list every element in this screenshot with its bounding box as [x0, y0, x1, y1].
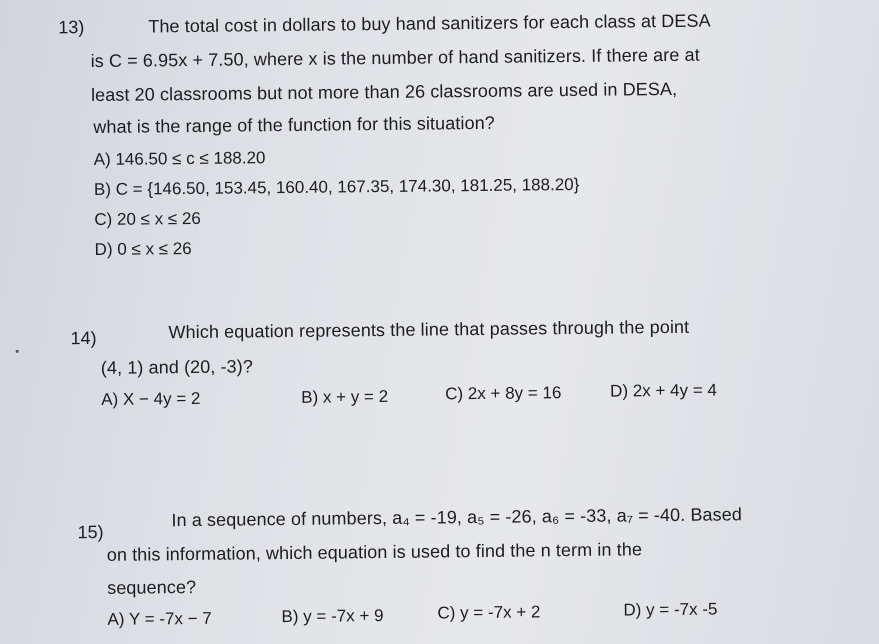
answer-option-b: B) x + y = 2 [301, 386, 389, 407]
answer-option-b: B) C = {146.50, 153.45, 160.40, 167.35, 174.30, 181.25, 188.20} [93, 174, 580, 200]
question-text-line: sequence? [107, 576, 197, 598]
question-text-line: least 20 classrooms but not more than 26 classrooms are used in DESA, [90, 78, 678, 106]
question-text-line: what is the range of the function for this situation? [93, 112, 495, 138]
question-text-line: is C = 6.95x + 7.50, where x is the number of hand sanitizers. If there are at [90, 44, 700, 72]
answer-option-b: B) y = -7x + 9 [281, 606, 384, 627]
paper-speck [16, 350, 19, 353]
question-text-line: In a sequence of numbers, a₄ = -19, a₅ = -26, a₆ = -33, a₇ = -40. Based [171, 504, 743, 531]
question-text-line: Which equation represents the line that passes through the point [168, 316, 690, 343]
answer-option-d: D) 2x + 4y = 4 [610, 380, 718, 401]
question-text-line: The total cost in dollars to buy hand sanitizers for each class at DESA [148, 10, 711, 37]
answer-option-a: A) 146.50 ≤ c ≤ 188.20 [93, 148, 266, 170]
question-number: 15) [77, 521, 104, 543]
answer-option-a: A) X − 4y = 2 [101, 388, 201, 409]
answer-option-d: D) y = -7x -5 [623, 599, 718, 620]
question-text-line: on this information, which equation is used to find the n term in the [106, 539, 643, 565]
answer-option-a: A) Y = -7x − 7 [107, 608, 212, 629]
answer-option-d: D) 0 ≤ x ≤ 26 [94, 239, 192, 260]
question-text-line: (4, 1) and (20, -3)? [100, 356, 254, 378]
answer-option-c: C) 2x + 8y = 16 [445, 383, 562, 404]
answer-option-c: C) 20 ≤ x ≤ 26 [94, 208, 201, 230]
question-number: 13) [58, 17, 85, 38]
question-number: 14) [70, 328, 97, 349]
answer-option-c: C) y = -7x + 2 [437, 602, 541, 623]
